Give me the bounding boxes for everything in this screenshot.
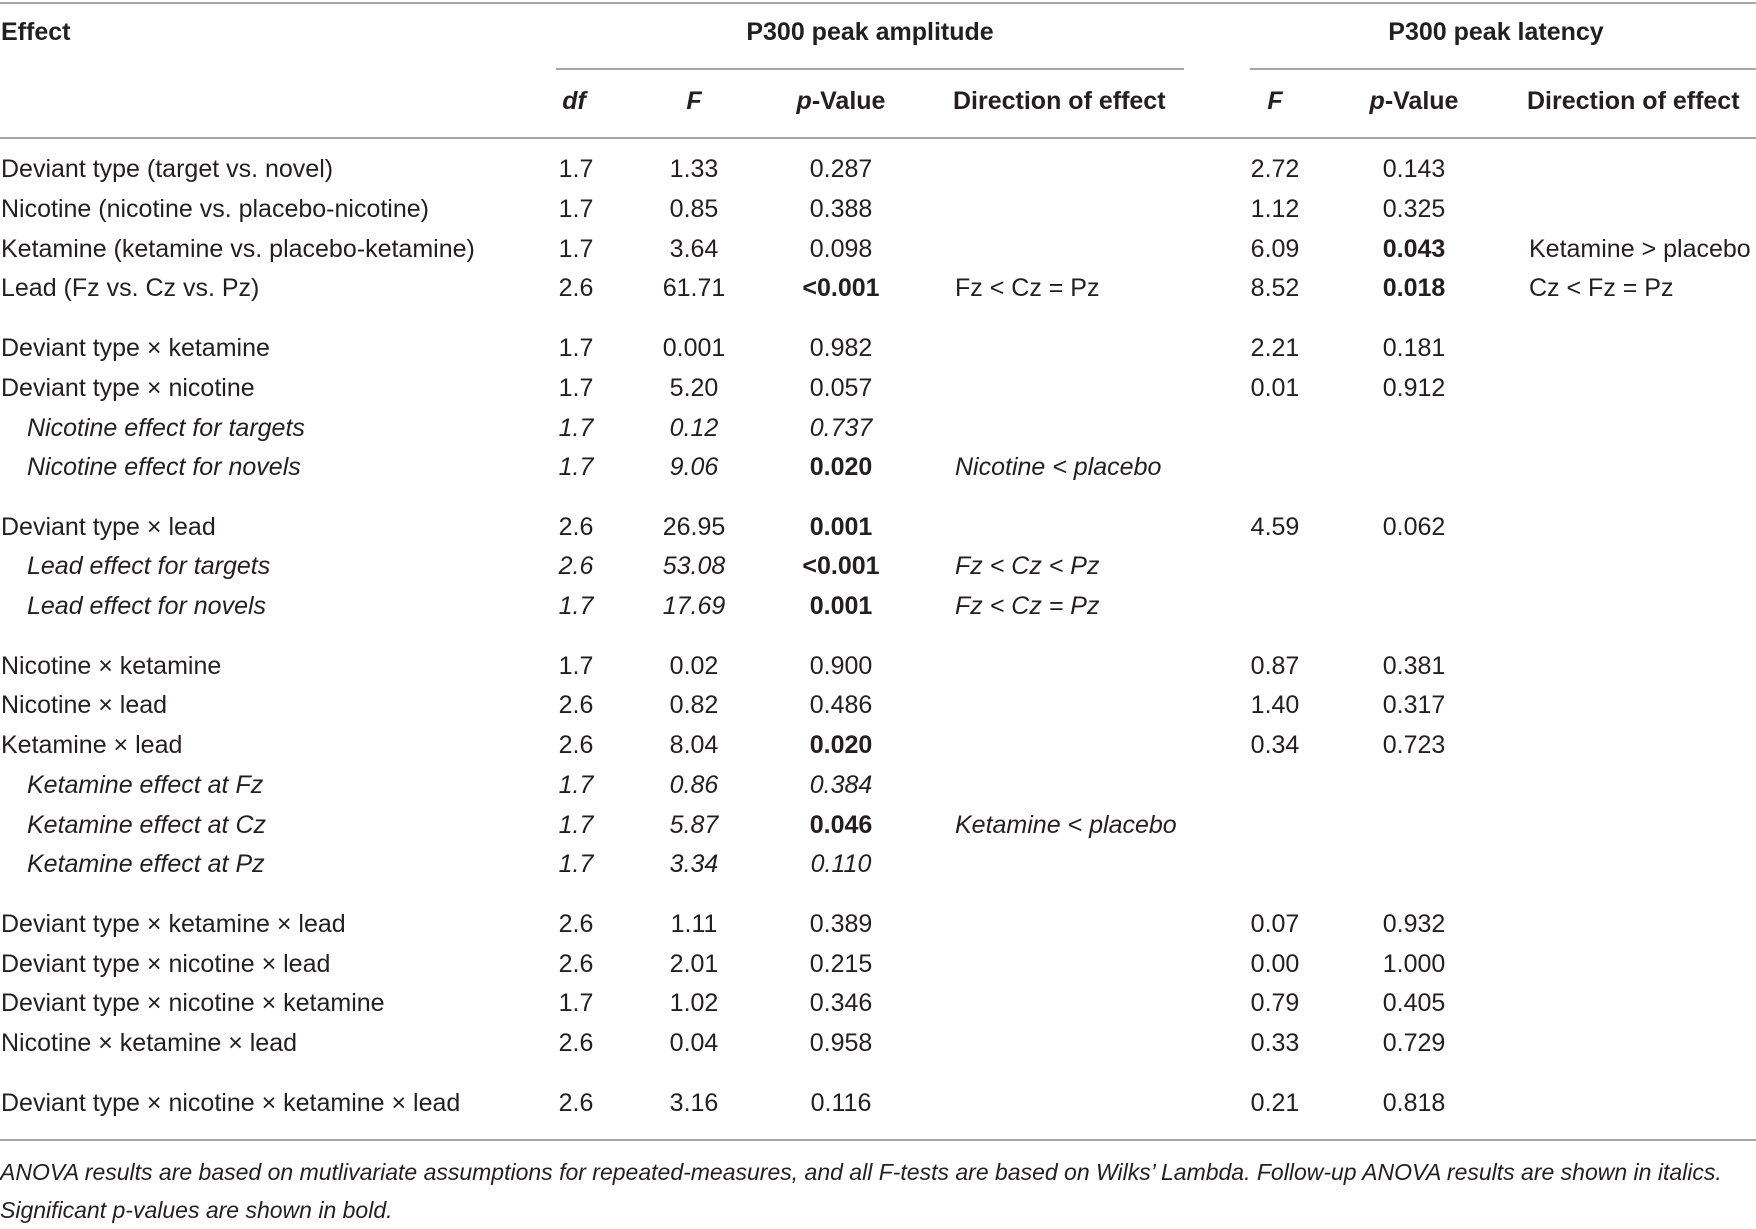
latency-p-italic: p <box>1369 87 1385 115</box>
latency-p-value-cell: 1.000 <box>1382 950 1446 978</box>
f-cell: 9.06 <box>669 453 719 481</box>
direction-cell: Ketamine < placebo <box>955 811 1177 839</box>
latency-p-value-cell: 0.018 <box>1382 274 1446 302</box>
p-value-cell: 0.389 <box>809 910 873 938</box>
df-cell: 1.7 <box>558 195 594 223</box>
f-cell: 1.11 <box>670 910 718 938</box>
direction-column-header: Direction of effect <box>953 87 1166 115</box>
p-value-cell: 0.958 <box>809 1029 873 1057</box>
p-value-cell: 0.110 <box>810 850 872 878</box>
latency-f-cell: 0.79 <box>1250 989 1300 1017</box>
latency-p-value-cell: 0.043 <box>1382 235 1446 263</box>
effect-cell: Nicotine (nicotine vs. placebo-nicotine) <box>1 195 429 223</box>
effect-cell: Deviant type × lead <box>1 513 216 541</box>
latency-p-value-cell: 0.062 <box>1382 513 1446 541</box>
df-cell: 2.6 <box>558 1089 594 1117</box>
p-value-cell: 0.057 <box>809 374 873 402</box>
latency-f-cell: 2.21 <box>1250 334 1300 362</box>
p-value-cell: 0.287 <box>809 155 873 183</box>
latency-f-cell: 1.12 <box>1250 195 1300 223</box>
latency-p-value-cell: 0.181 <box>1382 334 1446 362</box>
df-cell: 1.7 <box>558 334 594 362</box>
f-cell: 1.33 <box>669 155 719 183</box>
effect-cell: Ketamine effect at Pz <box>27 850 265 878</box>
table-top-rule <box>0 2 1756 4</box>
p-value-cell: 0.737 <box>809 414 873 442</box>
df-cell: 2.6 <box>558 552 594 580</box>
latency-f-cell: 6.09 <box>1250 235 1300 263</box>
latency-f-cell: 0.34 <box>1250 731 1300 759</box>
effect-cell: Ketamine × lead <box>1 731 183 759</box>
p-value-cell: 0.020 <box>809 453 873 481</box>
direction-cell: Fz < Cz = Pz <box>955 274 1100 302</box>
df-cell: 2.6 <box>558 950 594 978</box>
f-cell: 0.82 <box>669 691 719 719</box>
effect-cell: Nicotine × ketamine × lead <box>1 1029 298 1057</box>
df-cell: 2.6 <box>558 731 594 759</box>
latency-f-cell: 0.33 <box>1250 1029 1300 1057</box>
effect-cell: Deviant type × nicotine <box>1 374 255 402</box>
p-value-cell: 0.346 <box>809 989 873 1017</box>
p-suffix: -Value <box>811 87 886 115</box>
direction-cell: Nicotine < placebo <box>955 453 1162 481</box>
latency-f-cell: 4.59 <box>1250 513 1300 541</box>
f-cell: 0.12 <box>669 414 719 442</box>
df-column-header: df <box>562 87 586 115</box>
effect-cell: Lead effect for targets <box>27 552 271 580</box>
p-value-cell: <0.001 <box>802 274 880 302</box>
f-cell: 0.02 <box>669 652 719 680</box>
f-cell: 26.95 <box>662 513 726 541</box>
latency-f-cell: 0.21 <box>1250 1089 1300 1117</box>
direction-cell: Fz < Cz < Pz <box>955 552 1100 580</box>
df-cell: 1.7 <box>558 652 594 680</box>
p-value-cell: 0.388 <box>809 195 873 223</box>
f-cell: 5.20 <box>669 374 719 402</box>
p-value-cell: 0.982 <box>809 334 873 362</box>
p-value-cell: 0.098 <box>809 235 873 263</box>
latency-p-value-cell: 0.818 <box>1382 1089 1446 1117</box>
f-column-header: F <box>686 87 702 115</box>
table-footnote: ANOVA results are based on mutlivariate assumptions for repeated-measures, and all F-tests are based on Wilks’ Lambda. Follow-up ANOVA results are shown in italics. Significant p-values are shown in bold. <box>0 1159 1722 1223</box>
df-cell: 1.7 <box>558 771 594 799</box>
f-cell: 1.02 <box>669 989 719 1017</box>
latency-f-cell: 2.72 <box>1250 155 1300 183</box>
f-cell: 8.04 <box>669 731 719 759</box>
latency-p-value-cell: 0.729 <box>1382 1029 1446 1057</box>
latency-f-cell: 8.52 <box>1250 274 1300 302</box>
effect-cell: Deviant type × ketamine <box>1 334 270 362</box>
p-value-cell: 0.486 <box>809 691 873 719</box>
f-cell: 2.01 <box>669 950 719 978</box>
f-cell: 0.04 <box>669 1029 719 1057</box>
effect-cell: Deviant type × ketamine × lead <box>1 910 346 938</box>
latency-f-cell: 0.00 <box>1250 950 1300 978</box>
f-cell: 61.71 <box>662 274 726 302</box>
latency-direction-column-header: Direction of effect <box>1527 87 1740 115</box>
df-cell: 1.7 <box>558 989 594 1017</box>
header-bottom-rule <box>0 137 1756 139</box>
f-cell: 0.85 <box>669 195 719 223</box>
latency-p-value-cell: 0.912 <box>1382 374 1446 402</box>
p-value-cell: 0.116 <box>810 1089 872 1117</box>
f-cell: 3.64 <box>669 235 719 263</box>
effect-cell: Ketamine (ketamine vs. placebo-ketamine) <box>1 235 475 263</box>
df-cell: 2.6 <box>558 274 594 302</box>
f-cell: 0.86 <box>669 771 719 799</box>
latency-p-value-cell: 0.405 <box>1382 989 1446 1017</box>
p-value-cell: 0.001 <box>809 513 873 541</box>
effect-cell: Deviant type (target vs. novel) <box>1 155 334 183</box>
latency-p-value-cell: 0.317 <box>1382 691 1446 719</box>
df-cell: 2.6 <box>558 513 594 541</box>
effect-column-header: Effect <box>1 18 71 46</box>
latency-span-rule <box>1250 68 1756 70</box>
f-cell: 0.001 <box>662 334 726 362</box>
effect-cell: Deviant type × nicotine × ketamine <box>1 989 385 1017</box>
effect-cell: Nicotine × ketamine <box>1 652 222 680</box>
latency-group-header: P300 peak latency <box>1388 18 1604 46</box>
effect-cell: Deviant type × nicotine × ketamine × lead <box>1 1089 461 1117</box>
latency-direction-cell: Cz < Fz = Pz <box>1529 274 1674 302</box>
p-value-cell: 0.001 <box>809 592 873 620</box>
effect-cell: Nicotine effect for targets <box>27 414 305 442</box>
latency-p-value-column-header <box>1370 86 1459 116</box>
df-cell: 2.6 <box>558 910 594 938</box>
df-cell: 1.7 <box>558 235 594 263</box>
df-cell: 1.7 <box>558 850 594 878</box>
latency-direction-cell: Ketamine > placebo <box>1529 235 1751 263</box>
effect-cell: Nicotine × lead <box>1 691 168 719</box>
latency-f-cell: 0.07 <box>1250 910 1300 938</box>
df-cell: 2.6 <box>558 1029 594 1057</box>
f-cell: 5.87 <box>669 811 719 839</box>
latency-f-cell: 0.01 <box>1250 374 1300 402</box>
table-bottom-rule <box>0 1139 1756 1141</box>
p-value-column-header <box>797 86 886 116</box>
df-cell: 1.7 <box>558 453 594 481</box>
latency-p-value-cell: 0.143 <box>1382 155 1446 183</box>
p-value-cell: 0.046 <box>809 811 873 839</box>
p-value-cell: <0.001 <box>802 552 880 580</box>
df-cell: 1.7 <box>558 414 594 442</box>
df-cell: 2.6 <box>558 691 594 719</box>
effect-cell: Lead (Fz vs. Cz vs. Pz) <box>1 274 260 302</box>
amplitude-group-header: P300 peak amplitude <box>746 18 994 46</box>
p-italic: p <box>796 87 812 115</box>
latency-f-column-header: F <box>1267 87 1283 115</box>
p-value-cell: 0.215 <box>809 950 873 978</box>
df-cell: 1.7 <box>558 811 594 839</box>
amplitude-span-rule <box>556 68 1184 70</box>
df-cell: 1.7 <box>558 592 594 620</box>
effect-cell: Nicotine effect for novels <box>27 453 301 481</box>
latency-p-value-cell: 0.325 <box>1382 195 1446 223</box>
effect-cell: Ketamine effect at Fz <box>27 771 264 799</box>
effect-cell: Deviant type × nicotine × lead <box>1 950 331 978</box>
effect-cell: Lead effect for novels <box>27 592 267 620</box>
p-value-cell: 0.900 <box>809 652 873 680</box>
effect-cell: Ketamine effect at Cz <box>27 811 267 839</box>
p-value-cell: 0.384 <box>809 771 873 799</box>
f-cell: 53.08 <box>662 552 726 580</box>
df-cell: 1.7 <box>558 155 594 183</box>
f-cell: 17.69 <box>662 592 726 620</box>
latency-p-value-cell: 0.381 <box>1382 652 1446 680</box>
f-cell: 3.16 <box>669 1089 719 1117</box>
p-value-cell: 0.020 <box>809 731 873 759</box>
latency-p-value-cell: 0.932 <box>1382 910 1446 938</box>
latency-f-cell: 0.87 <box>1250 652 1300 680</box>
latency-p-value-cell: 0.723 <box>1382 731 1446 759</box>
f-cell: 3.34 <box>669 850 719 878</box>
latency-f-cell: 1.40 <box>1250 691 1300 719</box>
latency-p-suffix: -Value <box>1384 87 1459 115</box>
direction-cell: Fz < Cz = Pz <box>955 592 1100 620</box>
df-cell: 1.7 <box>558 374 594 402</box>
